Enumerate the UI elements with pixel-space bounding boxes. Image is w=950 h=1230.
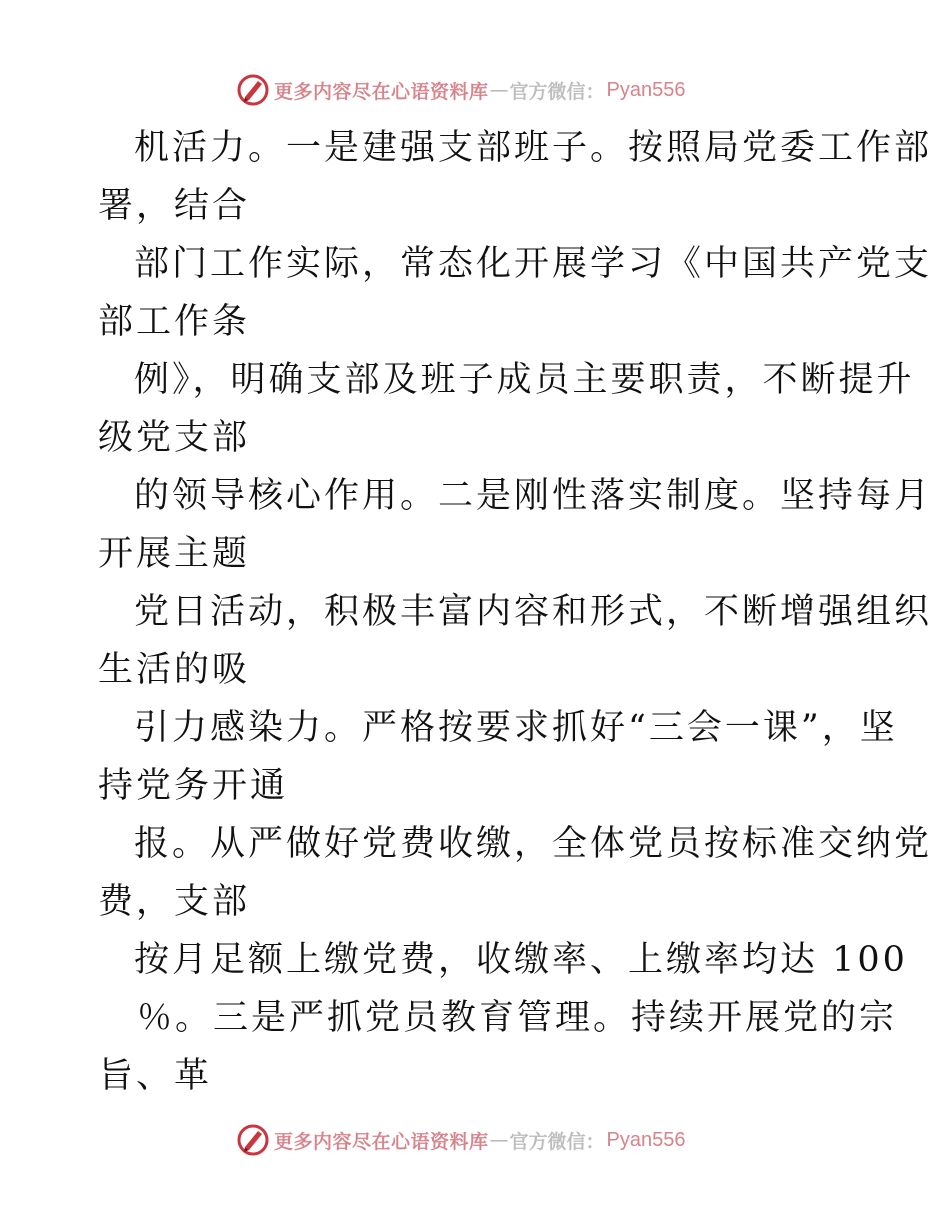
pen-logo-icon (236, 73, 270, 107)
body-line: 署，结合 (98, 186, 251, 226)
banner-wechat-id: Pyan556 (606, 78, 686, 101)
body-line: 开展主题 (98, 534, 251, 574)
banner-wechat-label: 官方微信： (509, 1130, 605, 1153)
banner-site-text: 更多内容尽在心语资料库 (274, 1130, 489, 1153)
banner-separator: — (489, 79, 509, 101)
footer-banner (236, 1122, 686, 1158)
body-line: 的领导核心作用。二是刚性落实制度。坚持每月 (134, 476, 933, 516)
body-line: 引力感染力。严格按要求抓好“三会一课”，坚 (134, 708, 898, 748)
body-line: 机活力。一是建强支部班子。按照局党委工作部 (134, 128, 933, 168)
body-line: 部门工作实际，常态化开展学习《中国共产党支 (134, 244, 933, 284)
pen-logo-icon (236, 1123, 270, 1157)
banner-site-text: 更多内容尽在心语资料库 (274, 80, 489, 103)
body-line: 按月足额上缴党费，收缴率、上缴率均达 100 (134, 940, 908, 980)
body-line: 报。从严做好党费收缴，全体党员按标准交纳党 (134, 824, 933, 864)
banner-wechat-label: 官方微信： (509, 80, 605, 103)
banner-separator: — (489, 1129, 509, 1151)
header-banner (236, 72, 686, 108)
body-line: 持党务开通 (98, 766, 289, 806)
body-line: 费，支部 (98, 882, 251, 922)
body-line: 级党支部 (98, 418, 251, 458)
body-line: 生活的吸 (98, 650, 251, 690)
body-line: 部工作条 (98, 302, 251, 342)
body-line: ％。三是严抓党员教育管理。持续开展党的宗 (137, 998, 898, 1038)
body-line: 例》，明确支部及班子成员主要职责，不断提升 (134, 360, 915, 400)
body-line: 旨、革 (98, 1056, 213, 1096)
banner-wechat-id: Pyan556 (606, 1128, 686, 1151)
body-line: 党日活动，积极丰富内容和形式，不断增强组织 (134, 592, 933, 632)
